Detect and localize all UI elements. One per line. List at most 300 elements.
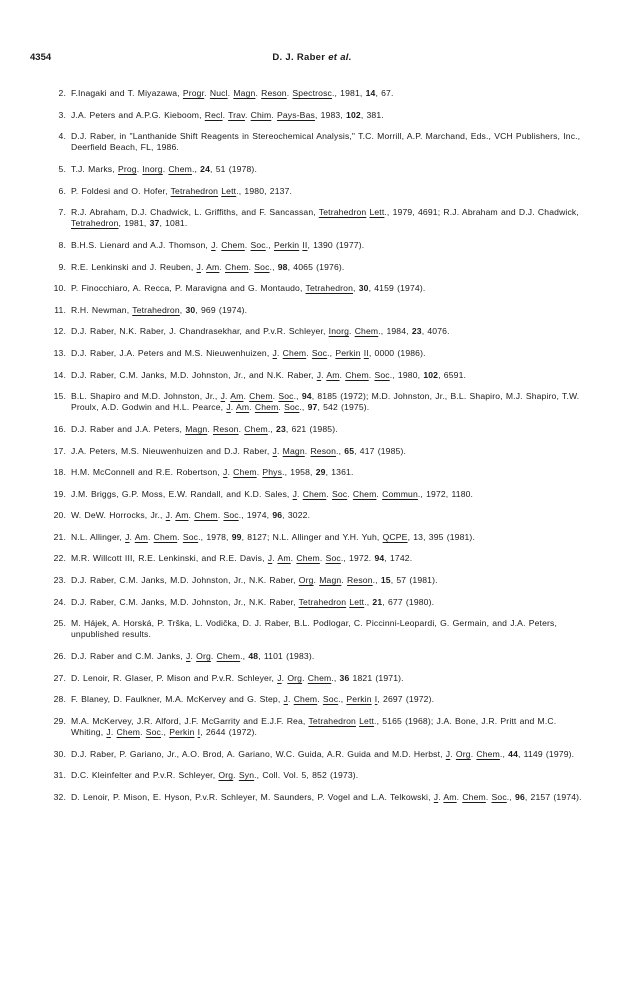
- citation-text: D.J. Raber, N.K. Raber, J. Chandrasekhar, and P.v.R. Schleyer,: [71, 326, 329, 337]
- reference-text: [71, 370, 466, 380]
- citation-text: .,: [372, 575, 381, 586]
- reference-list: [50, 88, 590, 813]
- citation-text: .,: [331, 672, 340, 683]
- reference-text: [71, 792, 582, 802]
- volume-number: 102: [423, 369, 439, 380]
- journal-abbrev: Inorg: [328, 326, 350, 337]
- reference-text: [71, 305, 247, 315]
- reference-item: [50, 716, 590, 738]
- journal-abbrev: J: [292, 488, 298, 499]
- reference-item: [50, 207, 590, 229]
- reference-number: 32.: [53, 791, 66, 802]
- citation-text: B.L. Shapiro and M.D. Johnston, Jr.,: [71, 391, 221, 402]
- journal-abbrev: Soc: [278, 391, 294, 402]
- citation-text: ., 1974,: [238, 510, 273, 521]
- journal-abbrev: Reson: [213, 423, 239, 434]
- citation-text: , 8127; N.L. Allinger and Y.H. Yuh,: [241, 531, 383, 542]
- citation-text: .: [227, 467, 234, 478]
- citation-text: .: [290, 553, 297, 564]
- journal-abbrev: Lett: [369, 207, 385, 218]
- citation-text: .: [210, 651, 217, 662]
- reference-number: 28.: [53, 694, 66, 705]
- reference-text: [71, 532, 475, 542]
- journal-abbrev: Chem: [216, 651, 241, 662]
- journal-abbrev: Chem: [282, 347, 307, 358]
- reference-number: 23.: [53, 575, 66, 586]
- citation-text: N.L. Allinger,: [71, 531, 126, 542]
- citation-text: .: [313, 575, 320, 586]
- journal-abbrev: J: [316, 369, 322, 380]
- reference-item: [50, 770, 590, 781]
- reference-item: [50, 370, 590, 381]
- page-number: 4354: [30, 52, 52, 63]
- reference-text: [71, 326, 450, 336]
- reference-item: [50, 532, 590, 543]
- citation-text: D. Lenoir, P. Mison, E. Hyson, P.v.R. Schleyer, M. Saunders, P. Vogel and L.A. Telkowski,: [71, 791, 434, 802]
- citation-text: M.R. Willcott III, R.E. Lenkinski, and R.E. Davis,: [71, 553, 268, 564]
- reference-item: [50, 240, 590, 251]
- reference-item: [50, 446, 590, 457]
- journal-abbrev: Soc: [374, 369, 390, 380]
- citation-text: F.Inagaki and T. Miyazawa,: [71, 88, 183, 98]
- journal-abbrev: Soc: [250, 239, 266, 250]
- citation-text: D. Lenoir, R. Glaser, P. Mison and P.v.R. Schleyer,: [71, 672, 278, 683]
- citation-text: .: [349, 326, 355, 337]
- journal-abbrev: J: [165, 510, 171, 521]
- citation-text: , 2157 (1974).: [524, 791, 582, 802]
- reference-item: [50, 88, 590, 99]
- citation-text: M. Hájek, A. Horská, P. Trška, L. Vodička, D. J. Raber, B.L. Podlogar, C. Piccinni-Leopardi, G. Germain, and J.A. Peters, unpublished results.: [71, 618, 558, 640]
- citation-text: J.A. Peters, M.S. Nieuwenhuizen and D.J. Raber,: [71, 445, 273, 456]
- volume-number: 14: [365, 88, 376, 98]
- journal-abbrev: J: [272, 445, 277, 456]
- citation-text: .: [140, 727, 146, 738]
- citation-text: .: [321, 369, 327, 380]
- citation-text: ., 1972, 1180.: [417, 488, 474, 499]
- journal-abbrev: Soc: [254, 261, 270, 272]
- citation-text: .,: [336, 445, 345, 456]
- citation-text: .: [222, 109, 229, 120]
- citation-text: , 51 (1978).: [210, 163, 257, 174]
- journal-abbrev: Commun: [382, 488, 418, 499]
- reference-item: [50, 651, 590, 662]
- reference-number: 21.: [53, 531, 66, 542]
- citation-text: D.J. Raber, C.M. Janks, M.D. Johnston, Jr., N.K. Raber,: [71, 596, 299, 607]
- reference-item: [50, 597, 590, 608]
- reference-number: 15.: [53, 391, 66, 402]
- citation-text: .: [272, 553, 278, 564]
- reference-item: [50, 391, 590, 413]
- citation-text: D.J. Raber, J.A. Peters and M.S. Nieuwenhuizen,: [71, 347, 273, 358]
- journal-abbrev: Am: [235, 402, 250, 413]
- citation-text: , 1149 (1979).: [518, 748, 575, 759]
- citation-text: .: [215, 239, 222, 250]
- citation-text: D.J. Raber, C.M. Janks, M.D. Johnston, Jr., N.K. Raber,: [71, 575, 299, 586]
- journal-abbrev: Chem: [153, 531, 178, 542]
- journal-abbrev: Magn: [319, 575, 342, 586]
- citation-text: ., 1980,: [389, 369, 424, 380]
- citation-text: D.J. Raber and J.A. Peters,: [71, 423, 186, 434]
- journal-abbrev: Phys: [262, 467, 283, 478]
- citation-text: , 4076.: [421, 326, 450, 337]
- reference-number: 10.: [53, 283, 66, 294]
- journal-abbrev: Chem: [352, 488, 377, 499]
- reference-number: 25.: [53, 618, 66, 629]
- journal-abbrev: Org: [298, 575, 314, 586]
- citation-text: ., 1984,: [378, 326, 412, 337]
- journal-abbrev: Chem: [302, 488, 327, 499]
- citation-text: .: [207, 423, 213, 434]
- reference-number: 31.: [53, 770, 66, 781]
- reference-item: [50, 131, 590, 153]
- journal-abbrev: Syn: [238, 770, 255, 781]
- reference-item: [50, 553, 590, 564]
- reference-text: [71, 262, 344, 272]
- journal-abbrev: Prog: [117, 163, 137, 174]
- reference-number: 26.: [53, 651, 66, 662]
- citation-text: , 1101 (1983).: [258, 651, 315, 662]
- reference-number: 18.: [53, 467, 66, 478]
- citation-text: .: [281, 672, 288, 683]
- citation-text: , 677 (1980).: [382, 596, 435, 607]
- volume-number: 21: [372, 596, 383, 607]
- journal-abbrev: Pays-Bas: [276, 109, 315, 120]
- journal-abbrev: Chem: [221, 239, 245, 250]
- journal-abbrev: Magn: [233, 88, 256, 98]
- journal-abbrev: Chem: [354, 326, 379, 337]
- citation-text: J.A. Peters and A.P.G. Kieboom,: [71, 109, 205, 120]
- citation-text: ., 5165 (1968); J.A. Bone, J.R. Pritt and M.C. Whiting,: [71, 715, 557, 738]
- journal-abbrev: J: [445, 748, 451, 759]
- journal-abbrev: Chem: [307, 672, 332, 683]
- citation-text: .: [110, 727, 117, 738]
- citation-text: T.J. Marks,: [71, 163, 118, 174]
- journal-abbrev: Tetrahedron: [318, 207, 367, 218]
- citation-text: , 1981,: [118, 218, 150, 229]
- citation-text: .: [162, 163, 169, 174]
- citation-text: .,: [299, 402, 308, 413]
- reference-number: 8.: [58, 239, 66, 250]
- reference-text: [71, 553, 412, 563]
- citation-text: .: [317, 694, 323, 705]
- journal-abbrev: Tetrahedron: [305, 283, 354, 294]
- journal-abbrev: Chim: [250, 109, 272, 120]
- running-head-etal: et al.: [328, 52, 352, 63]
- citation-text: .: [238, 423, 245, 434]
- reference-number: 2.: [58, 88, 66, 98]
- citation-text: F. Blaney, D. Faulkner, M.A. McKervey and G. Step,: [71, 694, 284, 705]
- volume-number: 23: [411, 326, 422, 337]
- citation-text: .: [302, 672, 308, 683]
- reference-number: 11.: [54, 304, 66, 315]
- citation-text: R.J. Abraham, D.J. Chadwick, L. Griffiths, and F. Sancassan,: [71, 207, 319, 218]
- reference-number: 6.: [58, 185, 66, 196]
- citation-text: .: [288, 694, 294, 705]
- journal-abbrev: Soc: [284, 402, 300, 413]
- journal-abbrev: Org: [455, 748, 471, 759]
- reference-number: 30.: [53, 748, 66, 759]
- citation-text: .: [376, 488, 383, 499]
- citation-text: P. Foldesi and O. Hofer,: [71, 185, 171, 196]
- citation-text: , 4159 (1974).: [368, 283, 426, 294]
- reference-text: [71, 510, 310, 520]
- citation-text: .: [170, 510, 176, 521]
- journal-abbrev: Perkin: [346, 694, 372, 705]
- running-head-authors: D. J. Raber: [272, 52, 326, 63]
- journal-abbrev: Chem: [194, 510, 218, 521]
- volume-number: 94: [301, 391, 312, 402]
- reference-item: [50, 110, 590, 121]
- citation-text: .: [188, 510, 195, 521]
- journal-abbrev: II: [363, 347, 369, 358]
- citation-text: .,: [499, 748, 509, 759]
- citation-text: .: [276, 347, 283, 358]
- journal-abbrev: Soc: [325, 553, 341, 564]
- citation-text: .: [244, 239, 251, 250]
- citation-text: , 621 (1985).: [285, 423, 338, 434]
- journal-abbrev: Perkin: [273, 239, 300, 250]
- reference-text: [71, 131, 580, 152]
- journal-abbrev: Am: [206, 261, 220, 272]
- journal-abbrev: Am: [443, 791, 457, 802]
- citation-text: , 381.: [360, 109, 384, 120]
- reference-text: [71, 770, 358, 780]
- reference-number: 3.: [58, 109, 66, 120]
- reference-item: [50, 262, 590, 273]
- journal-abbrev: Tetrahedron: [132, 304, 180, 315]
- citation-text: 1821 (1971).: [349, 672, 404, 683]
- citation-text: J.M. Briggs, G.P. Moss, E.W. Randall, and K.D. Sales,: [71, 488, 293, 499]
- citation-text: D.J. Raber, P. Gariano, Jr., A.O. Brod, A. Gariano, W.C. Guida, A.R. Guida and M.D. Herbst,: [71, 748, 446, 759]
- volume-number: 102: [346, 109, 361, 120]
- reference-number: 22.: [53, 553, 66, 564]
- journal-abbrev: Tetrahedron: [298, 596, 347, 607]
- citation-text: R.H. Newman,: [71, 304, 133, 315]
- journal-abbrev: Reson: [347, 575, 373, 586]
- volume-number: 48: [248, 651, 259, 662]
- citation-text: W. DeW. Horrocks, Jr.,: [71, 510, 166, 521]
- journal-abbrev: Chem: [293, 694, 318, 705]
- citation-text: , 1742.: [384, 553, 413, 564]
- running-head: [30, 52, 594, 63]
- citation-text: B.H.S. Lienard and A.J. Thomson,: [71, 239, 212, 250]
- journal-abbrev: Am: [134, 531, 148, 542]
- reference-text: [71, 597, 434, 607]
- journal-abbrev: Nucl: [209, 88, 228, 98]
- citation-text: .,: [240, 651, 249, 662]
- volume-number: 37: [149, 218, 160, 229]
- journal-abbrev: Spectrosc: [292, 88, 332, 98]
- journal-abbrev: Soc: [491, 791, 507, 802]
- page-header: [30, 52, 594, 66]
- journal-abbrev: Org: [287, 672, 303, 683]
- citation-text: D.C. Kleinfelter and P.v.R. Schleyer,: [71, 770, 219, 781]
- journal-abbrev: J: [211, 239, 216, 250]
- volume-number: 96: [515, 791, 525, 802]
- reference-number: 5.: [58, 163, 66, 174]
- citation-text: .: [244, 109, 251, 120]
- journal-abbrev: Progr: [182, 88, 205, 98]
- citation-text: .: [286, 88, 293, 98]
- citation-text: .: [341, 575, 348, 586]
- journal-abbrev: J: [226, 402, 231, 413]
- citation-text: .,: [267, 423, 277, 434]
- reference-number: 17.: [53, 445, 66, 456]
- citation-text: , 969 (1974).: [195, 304, 248, 315]
- citation-text: .: [219, 261, 226, 272]
- citation-text: , 417 (1985).: [354, 445, 407, 456]
- citation-text: .: [304, 445, 311, 456]
- citation-text: .: [271, 109, 277, 120]
- reference-item: [50, 749, 590, 760]
- citation-text: .: [190, 651, 197, 662]
- citation-text: .: [339, 369, 346, 380]
- volume-number: 30: [185, 304, 196, 315]
- journal-abbrev: Soc: [311, 347, 328, 358]
- reference-text: [71, 575, 438, 585]
- journal-abbrev: Tetrahedron: [71, 218, 119, 229]
- reference-text: [71, 88, 394, 98]
- citation-text: D.J. Raber, in "Lanthanide Shift Reagents in Stereochemical Analysis," T.C. Morrill, A.P. Marchand, Eds., VCH Publishers, Inc., Deerfield Beach, FL, 1986.: [71, 131, 581, 153]
- journal-abbrev: Chem: [244, 423, 268, 434]
- citation-text: P. Finocchiaro, A. Recca, P. Maravigna and G. Montaudo,: [71, 283, 306, 294]
- citation-text: ,: [353, 283, 359, 294]
- citation-text: .: [243, 391, 250, 402]
- volume-number: 99: [231, 531, 242, 542]
- journal-abbrev: Lett: [349, 596, 365, 607]
- reference-number: 19.: [53, 488, 66, 499]
- reference-text: [71, 489, 473, 499]
- journal-abbrev: J: [272, 347, 277, 358]
- citation-text: M.A. McKervey, J.R. Alford, J.F. McGarrity and E.J.F. Rea,: [71, 715, 309, 726]
- volume-number: 44: [508, 748, 518, 759]
- journal-abbrev: J: [106, 727, 111, 738]
- reference-text: [71, 424, 338, 434]
- journal-abbrev: Am: [326, 369, 340, 380]
- citation-text: , 1361.: [325, 467, 354, 478]
- citation-text: .: [347, 488, 353, 499]
- citation-text: .,: [364, 596, 373, 607]
- journal-abbrev: Soc: [182, 531, 199, 542]
- reference-item: [50, 792, 590, 803]
- journal-abbrev: II: [302, 239, 308, 250]
- reference-item: [50, 618, 590, 640]
- journal-abbrev: J: [220, 391, 226, 402]
- reference-text: [71, 651, 314, 661]
- journal-abbrev: Inorg: [142, 163, 163, 174]
- journal-abbrev: Soc: [331, 488, 348, 499]
- citation-text: .: [438, 791, 444, 802]
- journal-abbrev: J: [186, 651, 191, 662]
- journal-abbrev: J: [196, 261, 201, 272]
- citation-text: , 1390 (1977).: [307, 239, 365, 250]
- citation-text: .: [456, 791, 463, 802]
- volume-number: 29: [315, 467, 326, 478]
- reference-number: 16.: [53, 423, 66, 434]
- journal-abbrev: Chem: [254, 402, 279, 413]
- journal-abbrev: Soc: [322, 694, 339, 705]
- citation-text: .,: [327, 347, 336, 358]
- volume-number: 30: [358, 283, 369, 294]
- citation-text: .: [255, 88, 262, 98]
- volume-number: 23: [276, 423, 286, 434]
- journal-abbrev: Am: [230, 391, 244, 402]
- citation-text: D.J. Raber and C.M. Janks,: [71, 651, 186, 662]
- citation-text: .,: [269, 261, 278, 272]
- citation-text: .: [248, 261, 255, 272]
- citation-text: ., 1979, 4691; R.J. Abraham and D.J. Chadwick,: [384, 207, 579, 218]
- journal-abbrev: Chem: [249, 391, 273, 402]
- reference-number: 20.: [53, 510, 66, 521]
- reference-text: [71, 110, 384, 120]
- journal-abbrev: Soc: [145, 727, 162, 738]
- citation-text: , 542 (1975).: [317, 402, 370, 413]
- citation-text: .: [319, 553, 326, 564]
- citation-text: .: [297, 488, 303, 499]
- reference-number: 29.: [53, 715, 66, 726]
- citation-text: , 2644 (1972).: [200, 727, 257, 738]
- citation-text: , 6591.: [438, 369, 467, 380]
- citation-text: , 1983,: [314, 109, 347, 120]
- reference-item: [50, 186, 590, 197]
- journal-abbrev: Trav: [228, 109, 245, 120]
- journal-abbrev: Reson: [310, 445, 337, 456]
- citation-text: .: [147, 531, 154, 542]
- volume-number: 36: [339, 672, 350, 683]
- volume-number: 98: [277, 261, 288, 272]
- journal-abbrev: Soc: [223, 510, 239, 521]
- volume-number: 15: [380, 575, 391, 586]
- citation-text: .: [470, 748, 477, 759]
- reference-number: 9.: [58, 261, 66, 272]
- journal-abbrev: Magn: [185, 423, 208, 434]
- journal-abbrev: Tetrahedron: [170, 185, 219, 196]
- citation-text: .: [272, 391, 279, 402]
- citation-text: .,: [338, 694, 347, 705]
- citation-text: .: [368, 369, 375, 380]
- journal-abbrev: Am: [175, 510, 189, 521]
- reference-text: [71, 186, 292, 196]
- citation-text: .: [227, 88, 234, 98]
- journal-abbrev: J: [283, 694, 288, 705]
- citation-text: .,: [265, 239, 274, 250]
- reference-text: [71, 240, 364, 250]
- citation-text: .: [256, 467, 263, 478]
- citation-text: , 57 (1981).: [390, 575, 438, 586]
- journal-abbrev: Am: [277, 553, 291, 564]
- journal-abbrev: Org: [196, 651, 211, 662]
- citation-text: , 67.: [375, 88, 394, 98]
- citation-text: , 13, 395 (1981).: [407, 531, 475, 542]
- journal-abbrev: Chem: [168, 163, 192, 174]
- citation-text: ., 1958,: [282, 467, 316, 478]
- reference-item: [50, 164, 590, 175]
- journal-abbrev: Chem: [233, 467, 257, 478]
- reference-number: 4.: [58, 131, 66, 142]
- citation-text: .: [129, 531, 135, 542]
- journal-abbrev: Perkin: [335, 347, 361, 358]
- journal-abbrev: Lett: [221, 185, 237, 196]
- citation-text: .: [450, 748, 456, 759]
- reference-text: [71, 618, 557, 639]
- reference-number: 27.: [53, 672, 66, 683]
- citation-text: , 0000 (1986).: [368, 347, 426, 358]
- reference-text: [71, 391, 579, 412]
- citation-text: , 1081.: [159, 218, 188, 229]
- reference-item: [50, 424, 590, 435]
- journal-abbrev: Reson: [261, 88, 287, 98]
- volume-number: 65: [344, 445, 355, 456]
